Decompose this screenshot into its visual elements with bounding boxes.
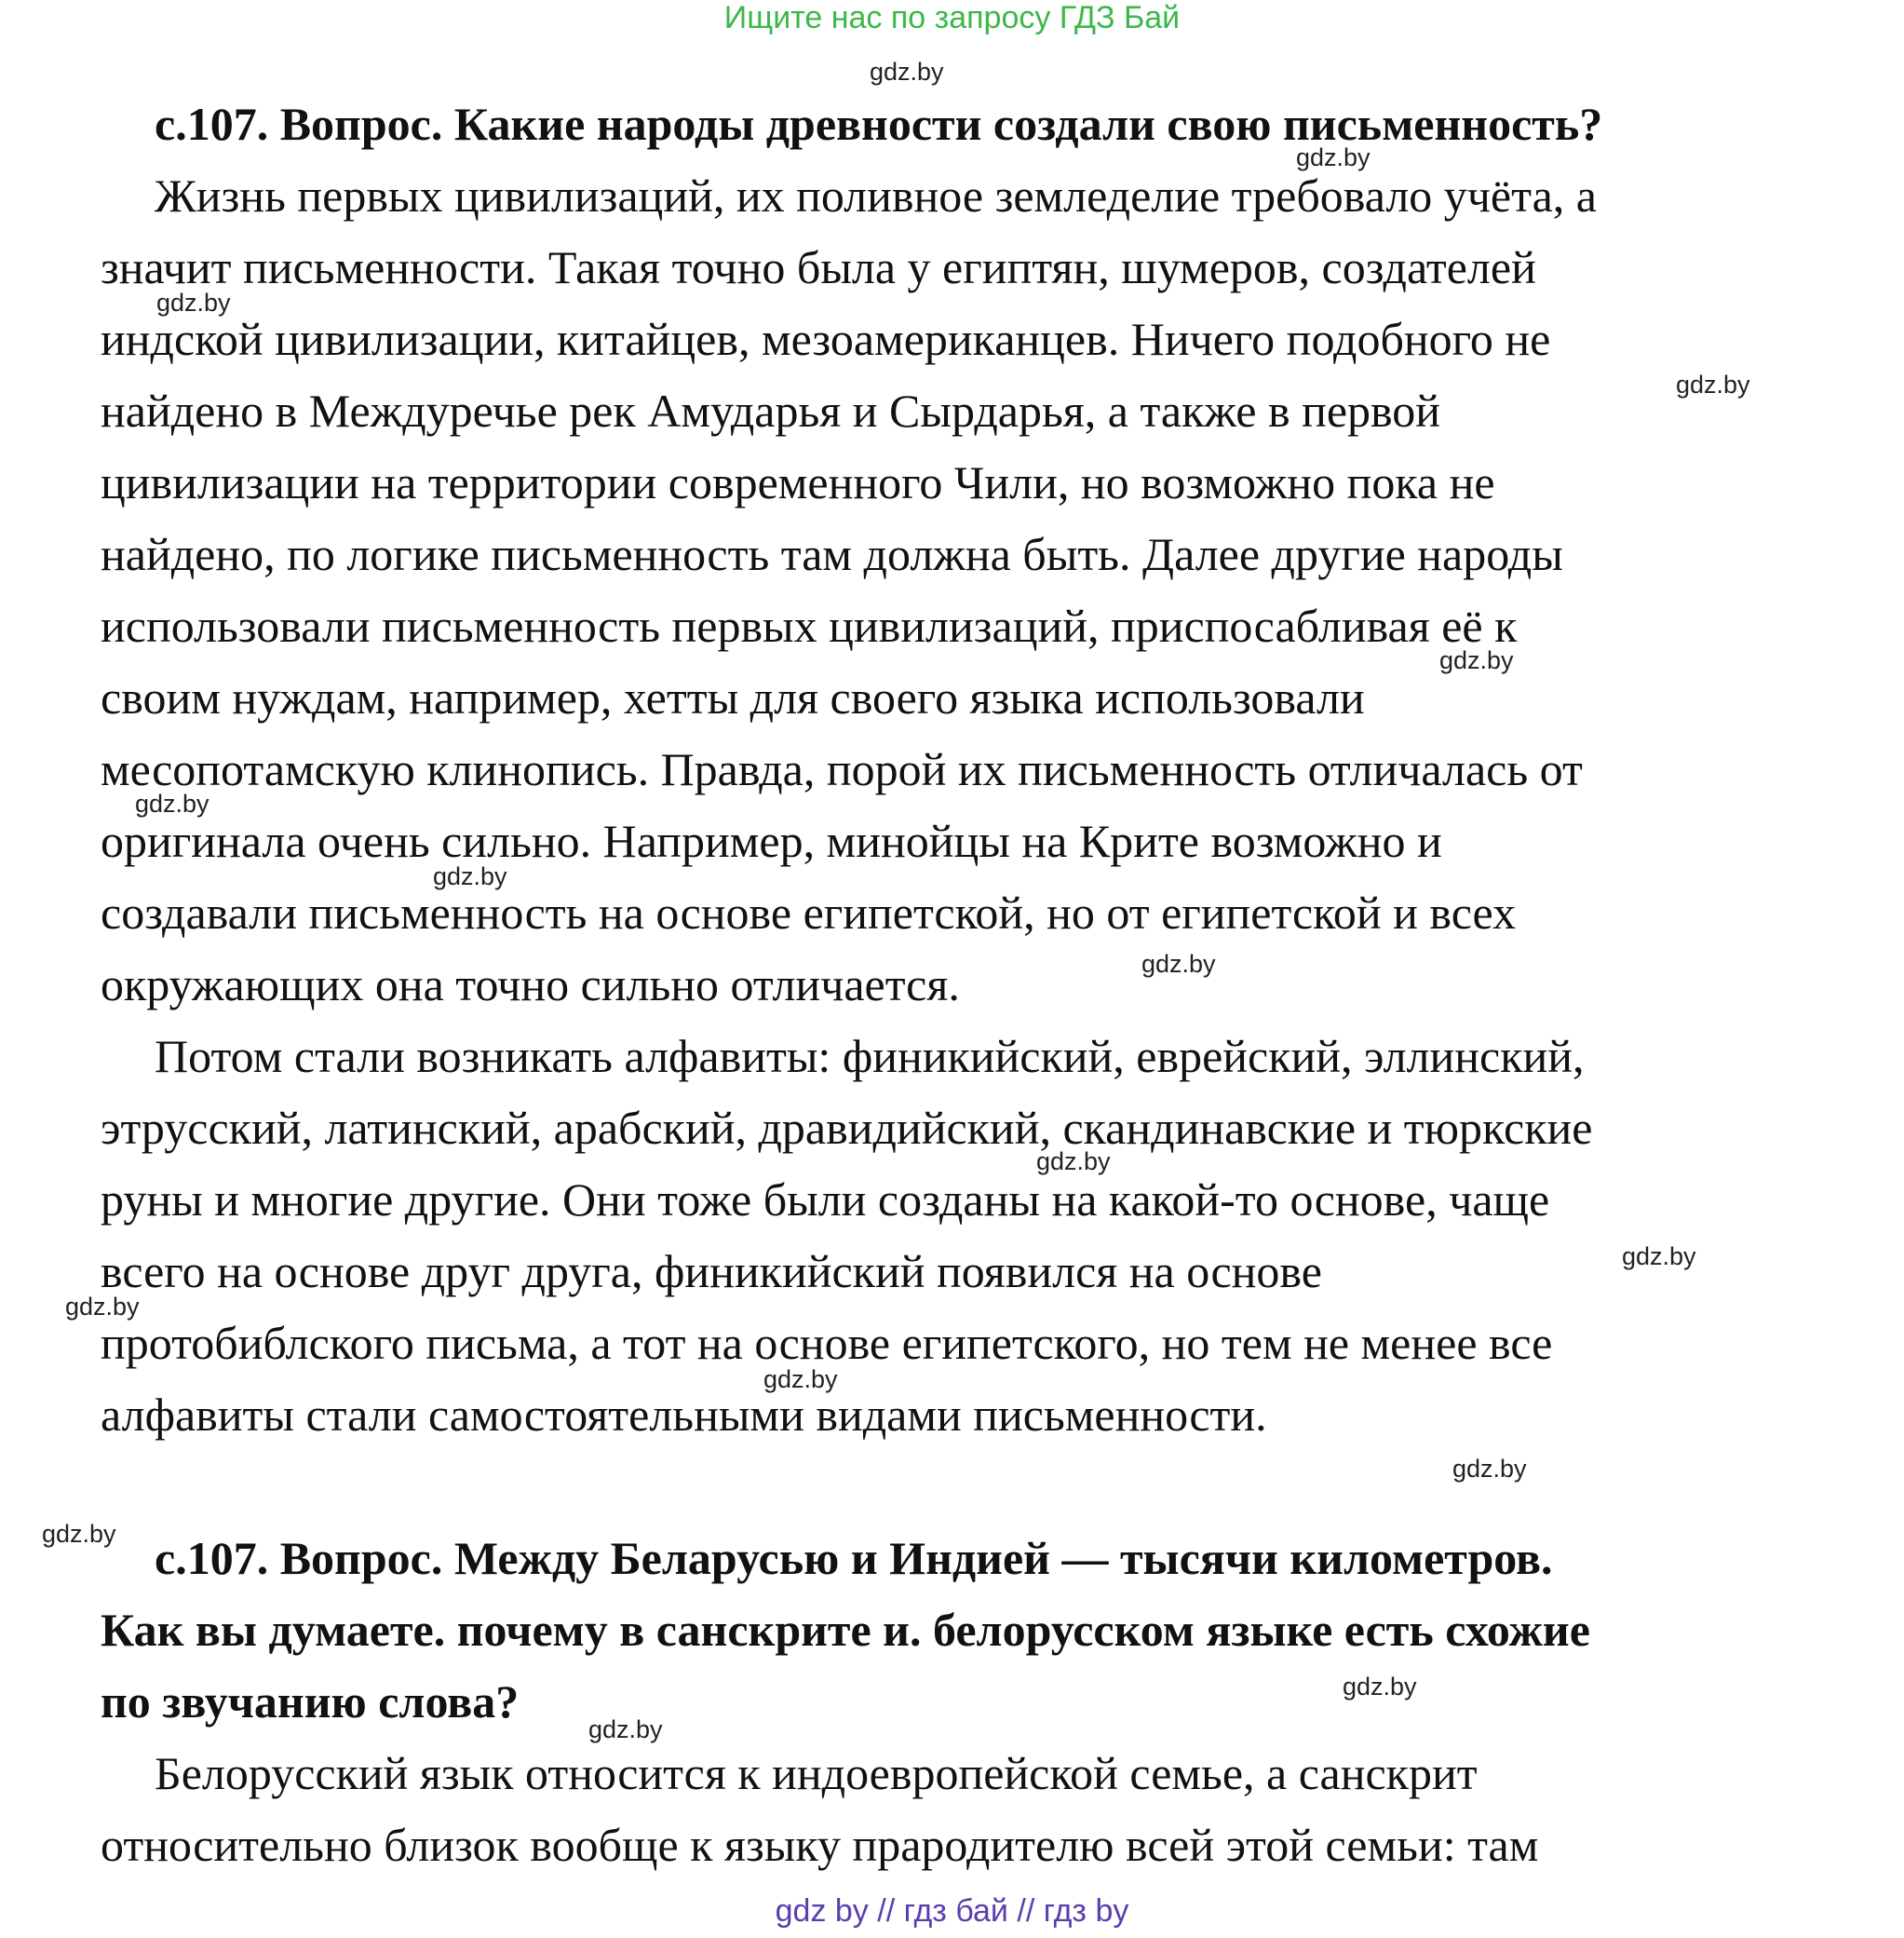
text-line: Потом стали возникать алфавиты: финикийский, еврейский, эллинский, — [155, 1030, 1585, 1082]
search-banner[interactable]: Ищите нас по запросу ГДЗ Бай — [723, 0, 1181, 35]
text-line: окружающих она точно сильно отличается. — [101, 958, 960, 1010]
watermark: gdz.by — [1622, 1242, 1696, 1270]
text-line: всего на основе друг друга, финикийский появился на основе — [101, 1245, 1322, 1297]
watermark: gdz.by — [763, 1365, 838, 1393]
heading-line: по звучанию слова? — [101, 1675, 520, 1728]
question-2-heading — [101, 1523, 1851, 1738]
watermark: gdz.by — [588, 1715, 663, 1743]
text-line: значит письменности. Такая точно была у египтян, шумеров, создателей — [101, 241, 1536, 293]
text-line: оригинала очень сильно. Например, минойцы на Крите возможно и — [101, 815, 1442, 867]
watermark: gdz.by — [433, 862, 507, 890]
heading-line: Как вы думаете. почему в санскрите и. белорусском языке есть схожие — [101, 1604, 1590, 1656]
section-gap — [101, 1451, 1851, 1523]
question-1-heading: с.107. Вопрос. Какие народы древности создали свою письменность? — [155, 98, 1603, 150]
text-line: индской цивилизации, китайцев, мезоамериканцев. Ничего подобного не — [101, 313, 1551, 365]
watermark: gdz.by — [42, 1520, 116, 1548]
footer-links[interactable]: gdz by // гдз бай // гдз by — [775, 1893, 1129, 1929]
watermark: gdz.by — [870, 58, 944, 86]
text-line: протобиблского письма, а тот на основе египетского, но тем не менее все — [101, 1317, 1553, 1369]
question-2-paragraph-1 — [101, 1738, 1851, 1881]
text-line: цивилизации на территории современного Чили, но возможно пока не — [101, 456, 1495, 508]
text-line: найдено в Междуречье рек Амударья и Сырдарья, а также в первой — [101, 385, 1441, 437]
watermark: gdz.by — [1452, 1455, 1527, 1483]
text-line: Жизнь первых цивилизаций, их поливное земледелие требовало учёта, а — [155, 169, 1597, 222]
watermark: gdz.by — [156, 289, 231, 317]
watermark: gdz.by — [1439, 646, 1514, 674]
text-line: использовали письменность первых цивилизаций, приспосабливая её к — [101, 600, 1518, 652]
text-line: руны и многие другие. Они тоже были созданы на какой-то основе, чаще — [101, 1173, 1550, 1226]
watermark: gdz.by — [1676, 371, 1750, 399]
watermark: gdz.by — [1036, 1147, 1111, 1175]
text-line: месопотамскую клинопись. Правда, порой их письменность отличалась от — [101, 743, 1583, 795]
document-body — [101, 88, 1851, 1881]
watermark: gdz.by — [1343, 1673, 1417, 1701]
text-line: алфавиты стали самостоятельными видами письменности. — [101, 1389, 1267, 1441]
watermark: gdz.by — [65, 1293, 140, 1321]
heading-line: с.107. Вопрос. Между Беларусью и Индией — тысячи километров. — [155, 1532, 1553, 1584]
watermark: gdz.by — [1296, 143, 1371, 171]
text-line: относительно близок вообще к языку прародителю всей этой семьи: там — [101, 1819, 1539, 1871]
text-line: создавали письменность на основе египетской, но от египетской и всех — [101, 887, 1517, 939]
text-line: Белорусский язык относится к индоевропейской семье, а санскрит — [155, 1747, 1478, 1799]
text-line: своим нуждам, например, хетты для своего языка использовали — [101, 671, 1365, 724]
text-line: этрусский, латинский, арабский, дравидийский, скандинавские и тюркские — [101, 1102, 1593, 1154]
watermark: gdz.by — [135, 790, 209, 818]
question-1-paragraph-1 — [101, 160, 1851, 1021]
watermark: gdz.by — [1141, 950, 1216, 978]
text-line: найдено, по логике письменность там должна быть. Далее другие народы — [101, 528, 1563, 580]
question-1-paragraph-2 — [101, 1021, 1851, 1451]
